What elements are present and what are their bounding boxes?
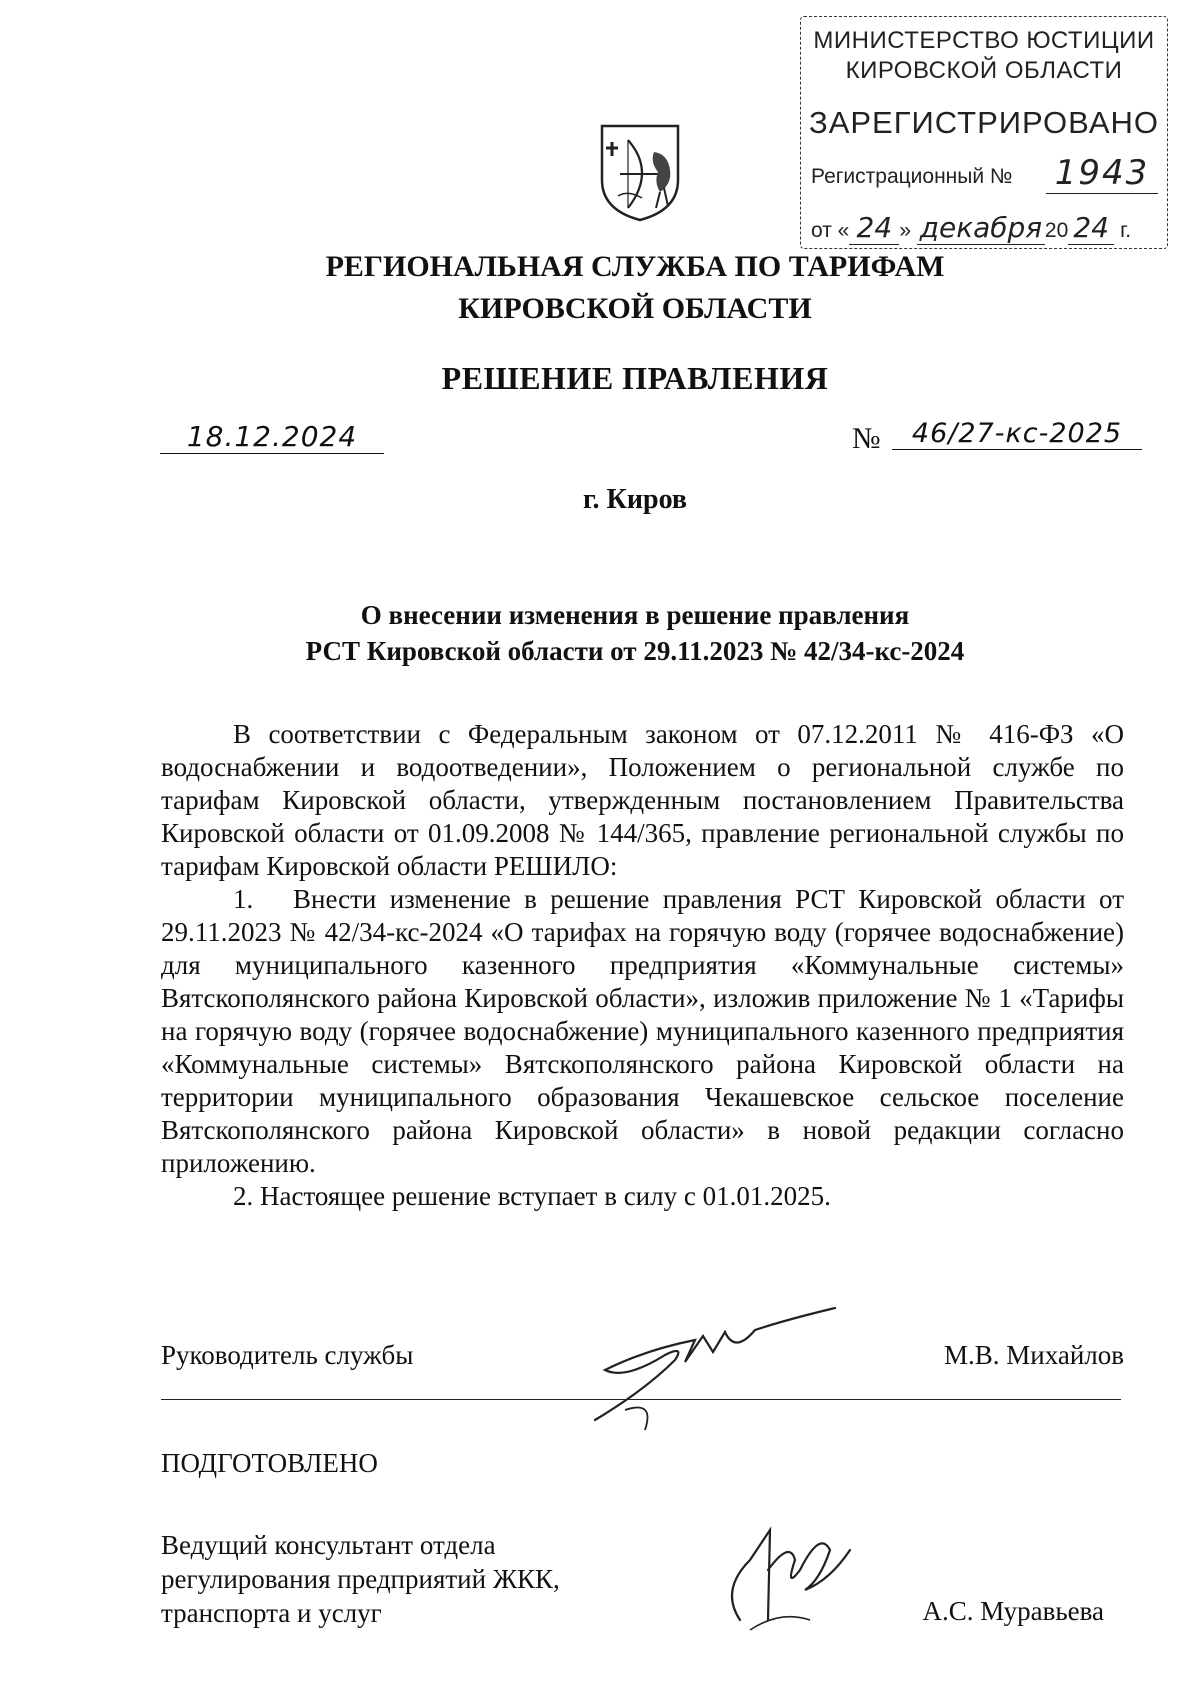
stamp-date-day: 24: [849, 211, 899, 245]
stamp-date-row: [811, 211, 1131, 245]
stamp-ministry: МИНИСТЕРСТВО ЮСТИЦИИ: [813, 27, 1155, 54]
item-1-paragraph: [161, 883, 1124, 1180]
preparer-role-line2: регулирования предприятий ЖКК,: [161, 1564, 560, 1594]
stamp-date-mid: »: [899, 219, 912, 242]
stamp-date-year-prefix: 20: [1044, 219, 1069, 242]
item-1-number: 1.: [233, 884, 254, 914]
prepared-label: ПОДГОТОВЛЕНО: [161, 1448, 378, 1478]
decision-body: [161, 718, 1124, 1213]
registration-stamp: [800, 16, 1168, 249]
director-signature: [585, 1300, 865, 1440]
stamp-date-prefix: от «: [811, 219, 850, 242]
city: г. Киров: [583, 484, 687, 515]
stamp-status: ЗАРЕГИСТРИРОВАНО: [808, 105, 1159, 140]
preamble-paragraph: В соответствии с Федеральным законом от 07.12.2011 № 416-ФЗ «О водоснабжении и водоотведении», Положением о региональной службе по тарифам Кировской области, утвержденным постановлением Правительства Кировской области от 01.09.2008 № 144/365, правление региональной службы по тарифам Кировской области РЕШИЛО:: [161, 719, 1124, 881]
decision-number: 46/27-кс-2025: [892, 418, 1142, 450]
stamp-date-year-suffix: 24: [1068, 211, 1114, 245]
preparer-name: А.С. Муравьева: [922, 1596, 1104, 1626]
stamp-reg-label: Регистрационный №: [811, 165, 1013, 188]
item-2-paragraph: 2. Настоящее решение вступает в силу с 01.01.2025.: [233, 1181, 831, 1211]
stamp-date-end: г.: [1120, 219, 1132, 242]
number-label: №: [852, 422, 881, 455]
signatory-title: Руководитель службы: [161, 1340, 414, 1370]
subject-line1: О внесении изменения в решение правления: [360, 600, 910, 630]
org-title-line2: КИРОВСКОЙ ОБЛАСТИ: [458, 292, 812, 325]
decision-date: 18.12.2024: [160, 420, 384, 454]
kirov-coat-of-arms-icon: [598, 122, 682, 222]
stamp-reg-number: 1943: [1046, 153, 1158, 194]
org-title-line1: РЕГИОНАЛЬНАЯ СЛУЖБА ПО ТАРИФАМ: [325, 250, 945, 283]
item-1-text: Внести изменение в решение правления РСТ Кировской области от 29.11.2023 № 42/34-кс-2024 «О тарифах на горячую воду (горячее водоснабжение) для муниципального казенного предприятия «Коммунальные системы» Вятскополянского района Кировской области», изложив приложение № 1 «Тарифы на горячую воду (горячее водоснабжение) муниципального казенного предприятия «Коммунальные системы» Вятскополянского района Кировской области на территории муниципального образования Чекашевское сельское поселение Вятскополянского района Кировской области» в новой редакции согласно приложению.: [161, 884, 1124, 1178]
preparer-role-line3: транспорта и услуг: [161, 1598, 382, 1628]
signatory-name: М.В. Михайлов: [943, 1340, 1124, 1370]
doc-type-title: РЕШЕНИЕ ПРАВЛЕНИЯ: [441, 360, 829, 396]
preparer-role: [161, 1528, 560, 1630]
subject-line2: РСТ Кировской области от 29.11.2023 № 42/34-кс-2024: [305, 636, 965, 666]
preparer-role-line1: Ведущий консультант отдела: [161, 1530, 496, 1560]
stamp-date-month: декабря: [917, 211, 1045, 245]
stamp-region: КИРОВСКОЙ ОБЛАСТИ: [845, 57, 1123, 84]
preparer-signature: [710, 1510, 860, 1640]
signature-divider: [161, 1399, 1121, 1400]
